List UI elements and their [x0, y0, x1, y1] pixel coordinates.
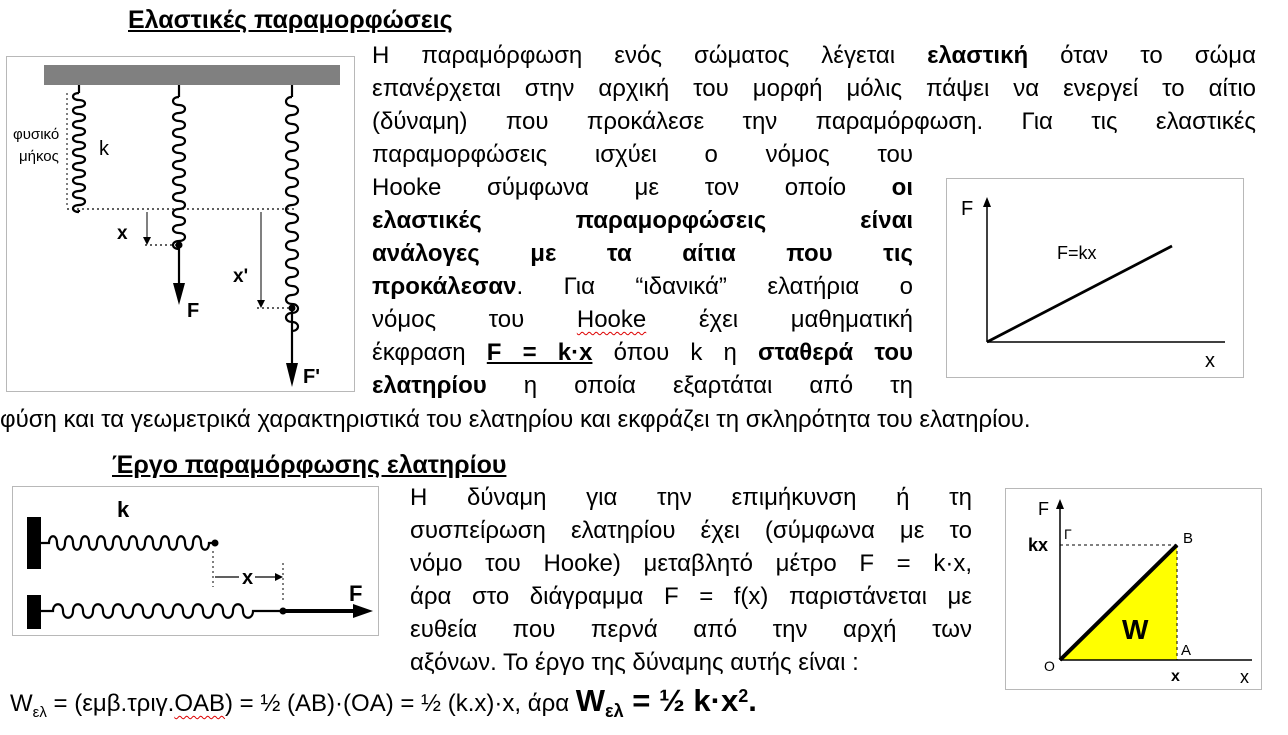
figure-graph-work-triangle — [1005, 488, 1262, 690]
paragraph-line: νόμο του Hooke) μεταβλητό μέτρο F = k·x, — [410, 550, 972, 577]
spring-stretched — [41, 604, 283, 618]
force-arrow-F — [173, 283, 185, 305]
figure-horizontal-springs — [12, 486, 379, 636]
axis-label-x: x — [1240, 667, 1249, 687]
paragraph-line: ευθεία που περνά από την αρχή των — [410, 616, 972, 643]
paragraph-line: φύση και τα γεωμετρικά χαρακτηριστικά του ελατηρίου και εκφράζει τη σκληρότητα του ελατηρίου. — [0, 406, 1031, 433]
paragraph-line: επανέρχεται στην αρχική του μορφή μόλις πάψει να ενεργεί το αίτιο — [372, 75, 1256, 102]
paragraph-line: ελατηρίου η οποία εξαρτάται από τη — [372, 372, 913, 399]
force-arrow-F — [353, 604, 373, 618]
section-title-spring-work: Έργο παραμόρφωσης ελατηρίου — [112, 451, 507, 479]
label-x: x — [242, 567, 254, 589]
label-x: x — [117, 223, 128, 244]
label-x-tick: x — [1171, 668, 1180, 685]
label-F: F — [349, 581, 363, 606]
label-A: A — [1181, 642, 1192, 659]
paragraph-line: έκφραση F = k·x όπου k η σταθερά του — [372, 339, 913, 366]
axis-label-F: F — [1038, 499, 1049, 519]
label-k: k — [99, 138, 109, 160]
paragraph-line: ανάλογες με τα αίτια που τις — [372, 240, 913, 267]
label-F-prime: F' — [303, 366, 320, 388]
label-kx: kx — [1028, 535, 1049, 555]
spring-relaxed — [41, 536, 215, 550]
section-title-elastic-deformations: Ελαστικές παραμορφώσεις — [128, 6, 453, 34]
spring-natural — [73, 85, 85, 212]
label-O: O — [1044, 658, 1055, 674]
label-k: k — [117, 497, 130, 522]
label-natural-length-1: φυσικό — [13, 126, 60, 143]
axis-label-x: x — [1205, 350, 1215, 372]
paragraph-line: αξόνων. Το έργο της δύναμης αυτής είναι : — [410, 649, 859, 676]
paragraph-line: προκάλεσαν. Για “ιδανικά” ελατήρια ο — [372, 273, 913, 300]
spring-stretched-x-prime — [286, 85, 298, 369]
label-B: B — [1183, 530, 1194, 547]
label-W: W — [1122, 614, 1149, 645]
label-natural-length-2: μήκος — [19, 148, 59, 165]
axis-label-F: F — [961, 198, 974, 220]
paragraph-line: (δύναμη) που προκάλεσε την παραμόρφωση. Για τις ελαστικές — [372, 108, 1256, 135]
ceiling-bar — [44, 65, 340, 85]
label-F: F — [187, 300, 200, 322]
paragraph-line: άρα στο διάγραμμα F = f(x) παριστάνεται με — [410, 583, 972, 610]
paragraph-line: Η παραμόρφωση ενός σώματος λέγεται ελαστική όταν το σώμα — [372, 42, 1256, 69]
force-arrow-F-prime — [286, 363, 298, 387]
formula-hooke: F = k·x — [486, 339, 593, 366]
paragraph-line: συσπείρωση ελατηρίου έχει (σύμφωνα με το — [410, 517, 972, 544]
paragraph-line: Η δύναμη για την επιμήκυνση ή τη — [410, 484, 972, 511]
paragraph-line: ελαστικές παραμορφώσεις είναι — [372, 207, 913, 234]
paragraph-line: Hooke σύμφωνα με τον οποίο οι — [372, 174, 913, 201]
paragraph-line: παραμορφώσεις ισχύει ο νόμος του — [372, 141, 913, 168]
paragraph-line: νόμος του Hooke έχει μαθηματική — [372, 306, 913, 333]
figure-hanging-springs — [6, 56, 355, 392]
label-x-prime: x' — [233, 266, 249, 287]
figure-graph-f-kx — [946, 178, 1244, 378]
label-gamma: Γ — [1064, 526, 1072, 542]
formula-work: $W_{\varepsilon\lambda} = (\varepsilon\mu\beta.\tau\rho\iota\gamma.OAB)$ = ½ (AB)·(OA) = ½ (k.x)·x, άρα $W_{\varepsilon\lambda}$ = ½ $k\cdot x^2$. — [10, 683, 757, 721]
spring-stretched-x — [173, 85, 185, 289]
label-eq: F=kx — [1057, 243, 1097, 263]
